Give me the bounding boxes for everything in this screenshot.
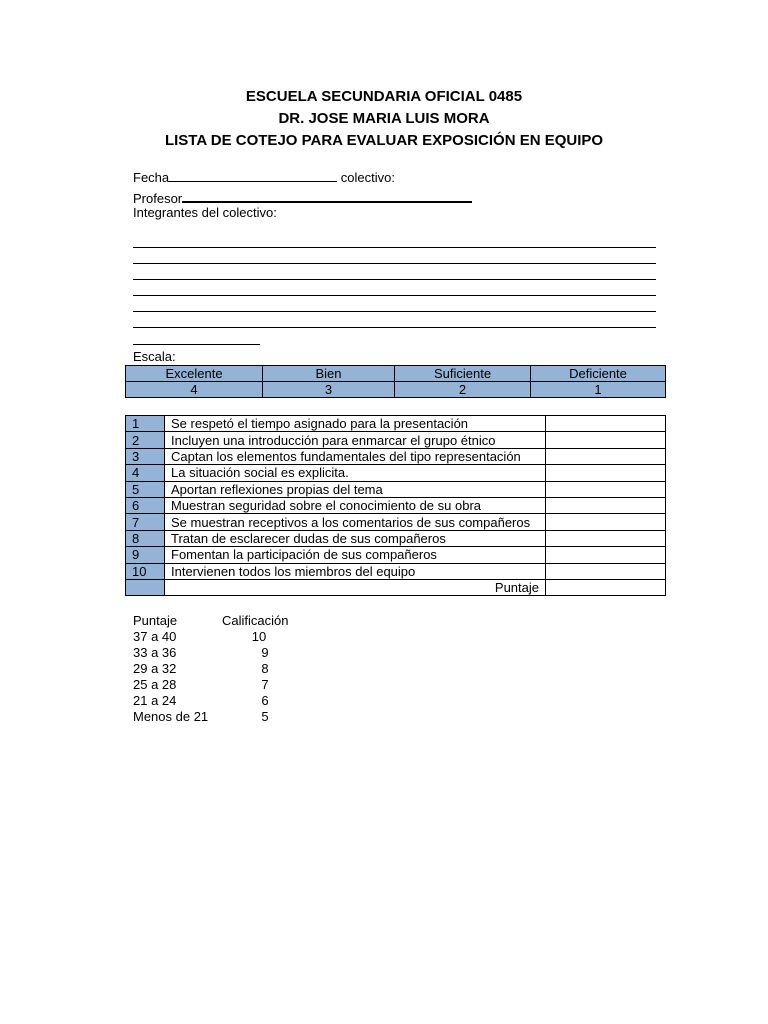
scale-value-cell: 4 <box>126 382 263 398</box>
grading-range: 25 a 28 <box>133 677 177 692</box>
grading-range: 33 a 36 <box>133 645 177 660</box>
criteria-row <box>126 497 666 513</box>
criteria-number: 9 <box>126 547 165 563</box>
grading-range: 29 a 32 <box>133 661 177 676</box>
integrantes-line[interactable] <box>133 263 656 264</box>
score-cell[interactable] <box>546 497 666 513</box>
integrantes-label: Integrantes del colectivo: <box>133 205 277 220</box>
criteria-text: Muestran seguridad sobre el conocimiento de su obra <box>165 497 546 513</box>
scale-header-cell: Bien <box>263 366 395 382</box>
criteria-text: Se respetó el tiempo asignado para la presentación <box>165 416 546 432</box>
grading-range: 37 a 40 <box>133 629 177 644</box>
criteria-number: 10 <box>126 563 165 579</box>
scale-header-cell: Suficiente <box>395 366 531 382</box>
grading-col-calificacion: Calificación <box>222 613 289 628</box>
integrantes-line[interactable] <box>133 327 656 328</box>
criteria-text: Fomentan la participación de sus compañeros <box>165 547 546 563</box>
grading-grade: 9 <box>261 645 269 660</box>
score-cell[interactable] <box>546 547 666 563</box>
criteria-row <box>126 448 666 464</box>
score-cell[interactable] <box>546 481 666 497</box>
criteria-row <box>126 465 666 481</box>
scale-value-row <box>126 382 666 398</box>
criteria-number: 8 <box>126 530 165 546</box>
criteria-text: Se muestran receptivos a los comentarios de sus compañeros <box>165 514 546 530</box>
criteria-number: 3 <box>126 448 165 464</box>
criteria-row <box>126 432 666 448</box>
criteria-text: Intervienen todos los miembros del equipo <box>165 563 546 579</box>
scale-value-cell: 1 <box>531 382 666 398</box>
integrantes-line[interactable] <box>133 295 656 296</box>
criteria-text: Tratan de esclarecer dudas de sus compañeros <box>165 530 546 546</box>
integrantes-line[interactable] <box>133 279 656 280</box>
grading-grade: 5 <box>261 709 269 724</box>
criteria-row <box>126 563 666 579</box>
criteria-table <box>125 415 666 596</box>
grading-grade: 7 <box>261 677 269 692</box>
total-number-cell <box>126 579 165 595</box>
escala-label: Escala: <box>133 349 176 364</box>
score-cell[interactable] <box>546 514 666 530</box>
scale-table <box>125 365 666 398</box>
scale-header-cell: Deficiente <box>531 366 666 382</box>
criteria-number: 7 <box>126 514 165 530</box>
document-title: LISTA DE COTEJO PARA EVALUAR EXPOSICIÓN EN EQUIPO <box>164 132 604 149</box>
criteria-number: 4 <box>126 465 165 481</box>
integrantes-line[interactable] <box>133 311 656 312</box>
criteria-number: 2 <box>126 432 165 448</box>
criteria-row <box>126 514 666 530</box>
total-score-cell[interactable] <box>546 579 666 595</box>
scale-value-cell: 3 <box>263 382 395 398</box>
criteria-text: Captan los elementos fundamentales del tipo representación <box>165 448 546 464</box>
school-subtitle: DR. JOSE MARIA LUIS MORA <box>278 110 490 127</box>
criteria-row <box>126 530 666 546</box>
criteria-row <box>126 416 666 432</box>
score-cell[interactable] <box>546 465 666 481</box>
score-cell[interactable] <box>546 530 666 546</box>
criteria-text: La situación social es explicita. <box>165 465 546 481</box>
grading-range: Menos de 21 <box>133 709 209 724</box>
grading-grade: 6 <box>261 693 269 708</box>
criteria-number: 6 <box>126 497 165 513</box>
profesor-label: Profesor <box>133 191 183 206</box>
score-cell[interactable] <box>546 563 666 579</box>
criteria-text: Incluyen una introducción para enmarcar el grupo étnico <box>165 432 546 448</box>
criteria-text: Aportan reflexiones propias del tema <box>165 481 546 497</box>
fecha-row <box>133 169 395 185</box>
grading-col-puntaje: Puntaje <box>133 613 178 628</box>
criteria-number: 1 <box>126 416 165 432</box>
fecha-blank[interactable] <box>169 169 337 182</box>
profesor-row <box>133 189 472 206</box>
scale-value-cell: 2 <box>395 382 531 398</box>
grading-grade: 10 <box>251 629 267 644</box>
profesor-blank[interactable] <box>182 189 472 203</box>
integrantes-line[interactable] <box>133 344 260 345</box>
grading-grade: 8 <box>261 661 269 676</box>
criteria-number: 5 <box>126 481 165 497</box>
grading-range: 21 a 24 <box>133 693 177 708</box>
colectivo-label: colectivo: <box>337 170 395 185</box>
score-cell[interactable] <box>546 448 666 464</box>
integrantes-line[interactable] <box>133 247 656 248</box>
score-cell[interactable] <box>546 416 666 432</box>
score-cell[interactable] <box>546 432 666 448</box>
total-row <box>126 579 666 595</box>
puntaje-label: Puntaje <box>165 579 546 595</box>
scale-header-cell: Excelente <box>126 366 263 382</box>
fecha-label: Fecha <box>133 170 170 185</box>
school-name: ESCUELA SECUNDARIA OFICIAL 0485 <box>245 88 523 105</box>
criteria-row <box>126 481 666 497</box>
scale-header-row <box>126 366 666 382</box>
criteria-row <box>126 547 666 563</box>
